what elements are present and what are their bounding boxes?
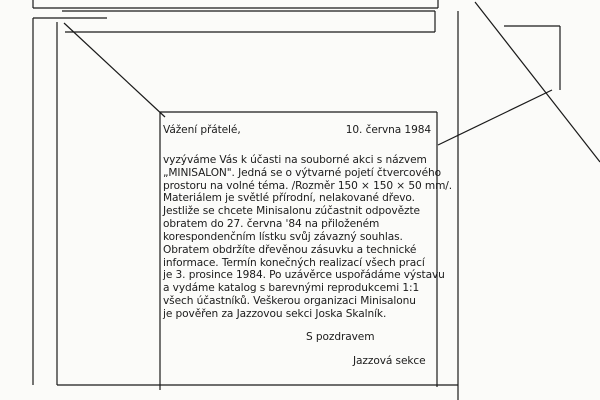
letter-text xyxy=(163,118,453,368)
body-line: je 3. prosince 1984. Po uzávěrce uspořádáme výstavu xyxy=(163,269,445,282)
letter-header xyxy=(163,124,435,137)
letter-signature: Jazzová sekce xyxy=(353,354,426,367)
body-line: vyzýváme Vás k účasti na souborné akci s názvem xyxy=(163,153,427,166)
body-line: „MINISALON". Jedná se o výtvarné pojetí čtvercového xyxy=(163,166,441,179)
body-line: Obratem obdržíte dřevěnou zásuvku a technické xyxy=(163,243,417,256)
right-diagonal xyxy=(438,90,552,145)
body-line: je pověřen za Jazzovou sekci Joska Skalník. xyxy=(163,307,387,320)
left-diagonal xyxy=(64,23,165,117)
body-line: Materiálem je světlé přírodní, nelakované dřevo. xyxy=(163,192,415,205)
letter-date: 10. června 1984 xyxy=(345,124,431,136)
letter-body xyxy=(163,153,453,321)
letter-closing: S pozdravem xyxy=(306,330,375,343)
body-line: Jestliže se chcete Minisalonu zúčastnit odpovězte xyxy=(163,205,420,218)
body-line: obratem do 27. června '84 na přiloženém xyxy=(163,218,380,231)
body-line: informace. Termín konečných realizací všech prací xyxy=(163,256,425,269)
body-line: prostoru na volné téma. /Rozměr 150 × 150 × 50 mm/. xyxy=(163,179,453,192)
body-line: korespondenčním lístku svůj závazný souhlas. xyxy=(163,230,403,243)
body-line: všech účastníků. Veškerou organizaci Minisalonu xyxy=(163,295,416,308)
salutation: Vážení přátelé, xyxy=(163,124,241,136)
body-line: a vydáme katalog s barevnými reprodukcemi 1:1 xyxy=(163,282,420,295)
